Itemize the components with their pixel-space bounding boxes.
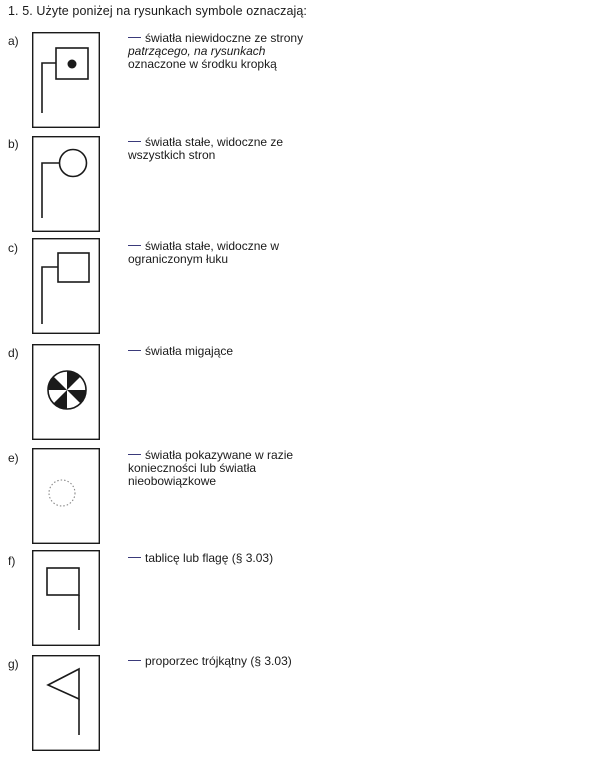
item-letter-a: a)	[8, 34, 19, 48]
item-letter-d: d)	[8, 346, 19, 360]
item-description-b: światła stałe, widoczne ze wszystkich stron	[128, 135, 284, 162]
triangular-pennant-symbol-icon	[32, 655, 100, 751]
item-description-g: proporzec trójkątny (§ 3.03)	[128, 655, 338, 668]
item-description-a: światła niewidoczne ze strony patrzącego, na rysunkach oznaczone w środku kropką	[128, 31, 304, 71]
optional-light-symbol-icon	[32, 448, 100, 544]
light-invisible-symbol-icon	[32, 32, 100, 128]
item-letter-e: e)	[8, 451, 19, 465]
flashing-light-symbol-icon	[32, 344, 100, 440]
item-description-d: światła migające	[128, 345, 338, 358]
item-description-e: światła pokazywane w razie konieczności lub światła nieobowiązkowe	[128, 448, 294, 488]
item-letter-f: f)	[8, 554, 16, 568]
item-letter-c: c)	[8, 241, 18, 255]
item-letter-b: b)	[8, 137, 19, 151]
item-letter-g: g)	[8, 657, 19, 671]
sector-light-symbol-icon	[32, 238, 100, 334]
all-round-light-symbol-icon	[32, 136, 100, 232]
item-description-f: tablicę lub flagę (§ 3.03)	[128, 552, 338, 565]
board-flag-symbol-icon	[32, 550, 100, 646]
page-heading: 1. 5. Użyte poniżej na rysunkach symbole oznaczają:	[8, 4, 308, 18]
item-description-c: światła stałe, widoczne w ograniczonym łuku	[128, 239, 280, 266]
